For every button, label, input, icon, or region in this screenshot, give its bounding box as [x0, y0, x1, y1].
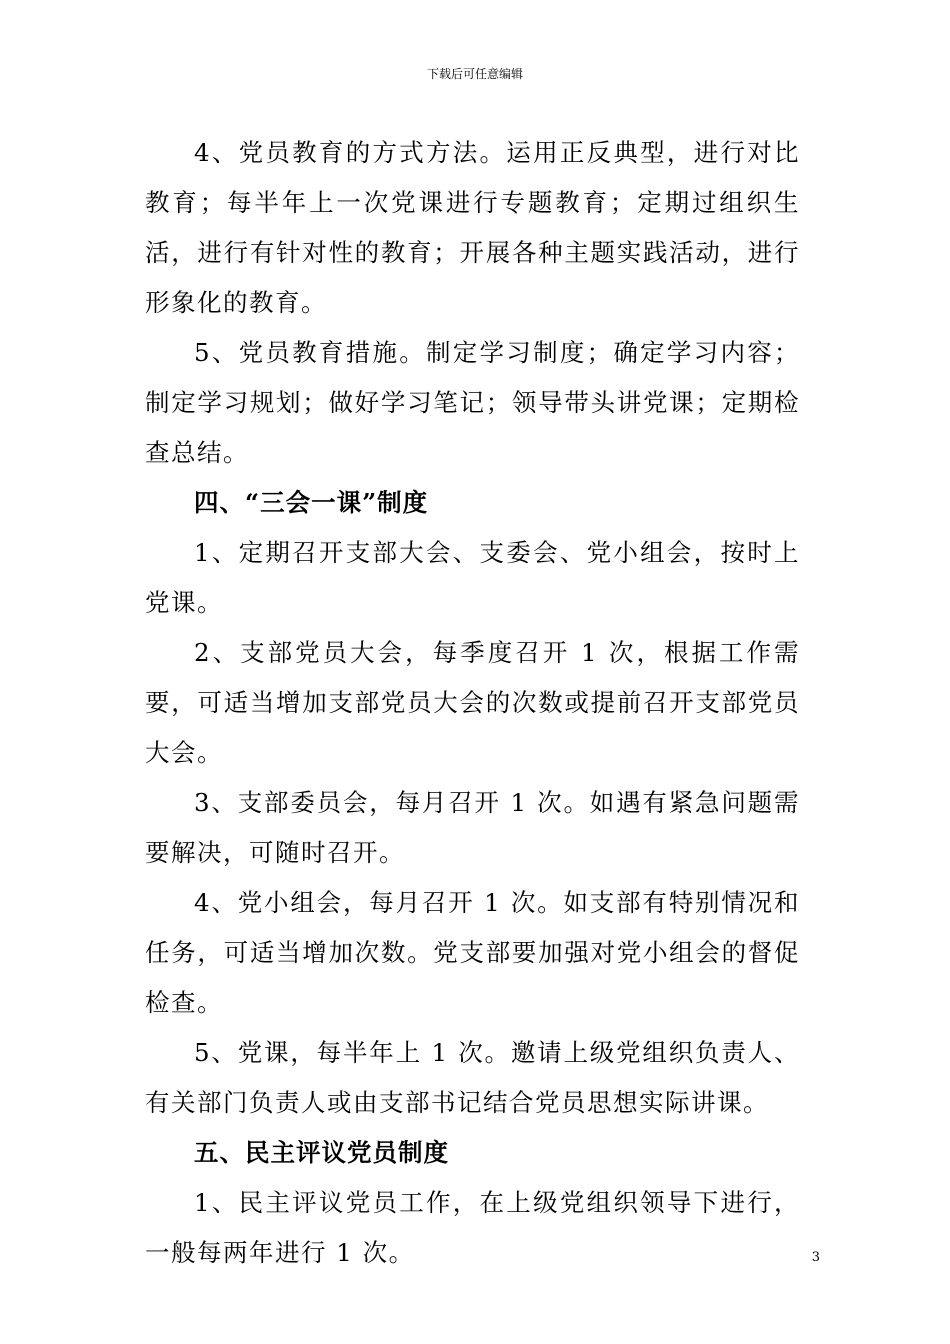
- paragraph-meetings-item-5: 5、党课，每半年上 1 次。邀请上级党组织负责人、有关部门负责人或由支部书记结合党员思想实际讲课。: [145, 1038, 800, 1117]
- paragraph-meetings-item-4: 4、党小组会，每月召开 1 次。如支部有特别情况和任务，可适当增加次数。党支部要加强对党小组会的督促检查。: [145, 888, 800, 1017]
- page-number: 3: [811, 1250, 820, 1265]
- paragraph-meetings-item-3: 3、支部委员会，每月召开 1 次。如遇有紧急问题需要解决，可随时召开。: [145, 788, 800, 867]
- paragraph-review-item-1: 1、民主评议党员工作，在上级党组织领导下进行，一般每两年进行 1 次。: [145, 1188, 800, 1267]
- page-header-note: 下载后可任意编辑: [426, 67, 523, 81]
- paragraph-meetings-item-1: 1、定期召开支部大会、支委会、党小组会，按时上党课。: [145, 538, 800, 617]
- section-heading-three-meetings: 四、“三会一课”制度: [194, 488, 429, 517]
- paragraph-education-methods: 4、党员教育的方式方法。运用正反典型，进行对比教育；每半年上一次党课进行专题教育；定期过组织生活，进行有针对性的教育；开展各种主题实践活动，进行形象化的教育。: [145, 138, 800, 317]
- paragraph-education-measures: 5、党员教育措施。制定学习制度；确定学习内容；制定学习规划；做好学习笔记；领导带头讲党课；定期检查总结。: [145, 338, 800, 467]
- paragraph-meetings-item-2: 2、支部党员大会，每季度召开 1 次，根据工作需要，可适当增加支部党员大会的次数或提前召开支部党员大会。: [145, 638, 800, 767]
- section-heading-democratic-review: 五、民主评议党员制度: [194, 1138, 449, 1167]
- document-body: [145, 128, 800, 1278]
